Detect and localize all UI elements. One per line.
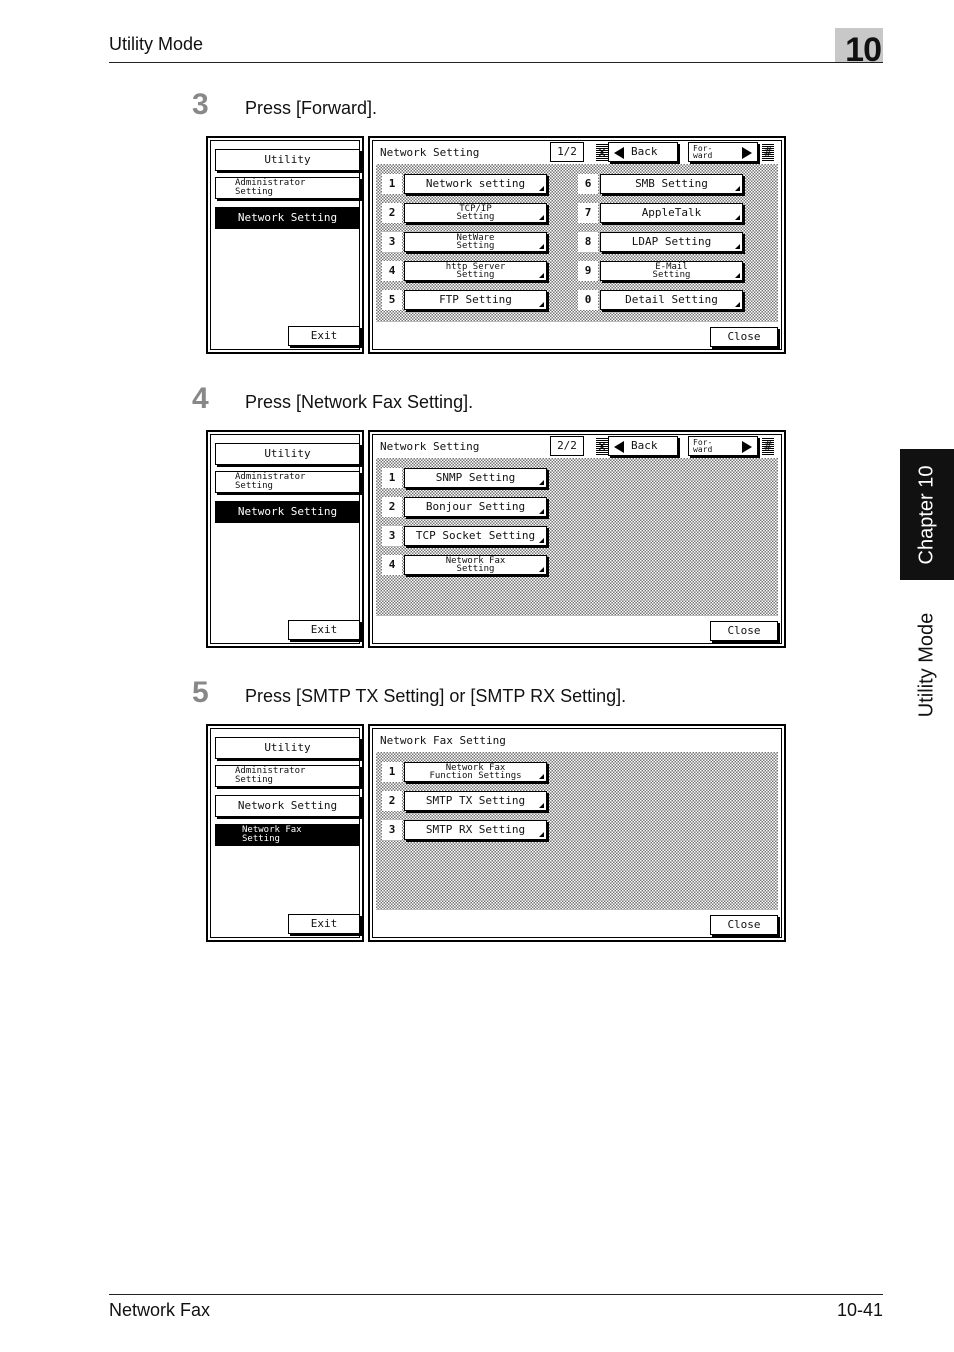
corner-icon [539, 273, 544, 278]
corner-icon [539, 480, 544, 485]
option-number: 3 [382, 526, 402, 546]
right-content-panel [368, 430, 786, 648]
option-label: SMB Setting [635, 177, 708, 190]
exit-button[interactable]: Exit [288, 620, 360, 640]
snmp-setting-button[interactable] [404, 468, 547, 488]
arrow-left-icon [614, 147, 624, 159]
section-side-tab [900, 596, 954, 734]
x-mark: x [596, 437, 608, 455]
footer-section-title: Network Fax [109, 1300, 211, 1320]
corner-icon [735, 302, 740, 307]
corner-icon [539, 186, 544, 191]
option-label: LDAP Setting [631, 235, 712, 248]
step-instruction: Press [Network Fax Setting]. [245, 392, 474, 412]
button-label-line2: Setting [242, 834, 280, 844]
forward-button[interactable] [688, 436, 758, 456]
tcp-socket-setting-button[interactable] [404, 526, 547, 546]
forward-button[interactable] [688, 142, 758, 162]
x-mark: x [596, 143, 608, 161]
back-label: Back [631, 439, 658, 452]
smtp-tx-setting-button[interactable] [404, 791, 547, 811]
page-footer [109, 1294, 883, 1320]
option-label-line1: Network Fax [445, 763, 506, 773]
chapter-number: 10 [845, 31, 881, 69]
header-title: Utility Mode [109, 34, 204, 54]
option-label-line1: Network Fax [445, 556, 506, 566]
option-label: Detail Setting [625, 293, 718, 306]
http-server-setting-button[interactable] [404, 261, 547, 281]
arrow-right-icon [742, 441, 752, 453]
close-button[interactable]: Close [710, 621, 778, 641]
option-number: 5 [382, 290, 402, 310]
chapter-side-tab-label: Chapter 10 [915, 465, 938, 564]
panel-title: Network Setting [380, 146, 480, 159]
corner-icon [539, 244, 544, 249]
corner-icon [539, 509, 544, 514]
button-label: Network Setting [237, 505, 338, 518]
option-number: 2 [382, 497, 402, 517]
hatch-connector [223, 177, 233, 178]
exit-button[interactable]: Exit [288, 326, 360, 346]
option-number: 9 [578, 261, 598, 281]
option-label-line1: E-Mail [655, 262, 688, 272]
option-label: Bonjour Setting [425, 500, 526, 513]
network-setting-button[interactable] [215, 207, 360, 229]
corner-icon [735, 273, 740, 278]
back-button[interactable] [608, 142, 678, 162]
option-label-line2: Setting [456, 564, 495, 574]
left-nav-panel [206, 136, 364, 354]
network-setting-button[interactable] [215, 501, 360, 523]
left-nav-panel [206, 430, 364, 648]
step-number: 3 [192, 88, 209, 121]
button-label-line1: Network Fax [242, 825, 302, 835]
right-content-panel [368, 724, 786, 942]
forward-label-line1: For- [693, 438, 713, 447]
network-fax-setting-nav-button[interactable] [215, 824, 360, 846]
appletalk-button[interactable] [600, 203, 743, 223]
corner-icon [539, 832, 544, 837]
administrator-setting-button[interactable] [215, 765, 360, 787]
option-label: TCP Socket Setting [415, 529, 536, 542]
smtp-rx-setting-button[interactable] [404, 820, 547, 840]
forward-label-line2: ward [693, 151, 713, 160]
email-setting-button[interactable] [600, 261, 743, 281]
forward-label-line2: ward [693, 445, 713, 454]
administrator-setting-button[interactable] [215, 177, 360, 199]
administrator-setting-button[interactable] [215, 471, 360, 493]
utility-button[interactable]: Utility [215, 737, 360, 759]
left-nav-panel [206, 724, 364, 942]
option-label-line2: Function Settings [429, 771, 522, 781]
hash-mark: # [762, 143, 774, 161]
option-number: 3 [382, 820, 402, 840]
arrow-left-icon [614, 441, 624, 453]
network-setting-option-button[interactable] [404, 174, 547, 194]
step-instruction: Press [Forward]. [245, 98, 378, 118]
close-button[interactable]: Close [710, 915, 778, 935]
network-setting-button[interactable] [215, 795, 360, 817]
button-label-line1: Administrator [235, 178, 306, 188]
option-number: 2 [382, 791, 402, 811]
option-label-line2: Setting [456, 241, 495, 251]
hatch-connector [223, 207, 233, 208]
netware-setting-button[interactable] [404, 232, 547, 252]
option-label-line2: Setting [456, 212, 495, 222]
panel-screenshot-network-setting-page2 [206, 430, 786, 648]
hatch-connector [223, 471, 233, 472]
panel-title: Network Setting [380, 440, 480, 453]
button-label-line1: Administrator [235, 766, 306, 776]
option-label: Network setting [425, 177, 526, 190]
option-number: 6 [578, 174, 598, 194]
option-label-line1: NetWare [456, 233, 495, 243]
corner-icon [735, 186, 740, 191]
back-label: Back [631, 145, 658, 158]
bonjour-setting-button[interactable] [404, 497, 547, 517]
corner-icon [539, 774, 544, 779]
right-content-panel [368, 136, 786, 354]
corner-icon [539, 215, 544, 220]
page-indicator: 2/2 [550, 436, 584, 456]
option-label: SMTP TX Setting [425, 794, 526, 807]
option-number: 4 [382, 555, 402, 575]
button-label: Network Setting [237, 799, 338, 812]
utility-button[interactable]: Utility [215, 149, 360, 171]
option-label: FTP Setting [439, 293, 512, 306]
step-number: 5 [192, 676, 209, 709]
hatch-connector [223, 795, 233, 796]
option-number: 8 [578, 232, 598, 252]
button-label-line2: Setting [235, 187, 273, 197]
option-number: 7 [578, 203, 598, 223]
option-number: 1 [382, 762, 402, 782]
tcpip-setting-button[interactable] [404, 203, 547, 223]
page-indicator: 1/2 [550, 142, 584, 162]
exit-button[interactable]: Exit [288, 914, 360, 934]
hatch-connector [223, 765, 233, 766]
forward-label-line1: For- [693, 144, 713, 153]
option-number: 1 [382, 468, 402, 488]
button-label-line2: Setting [235, 775, 273, 785]
option-number: 0 [578, 290, 598, 310]
detail-setting-button[interactable] [600, 290, 743, 310]
section-side-tab-label: Utility Mode [915, 612, 938, 718]
close-button[interactable]: Close [710, 327, 778, 347]
button-label: Network Setting [237, 211, 338, 224]
button-label-line2: Setting [235, 481, 273, 491]
hatch-connector [223, 824, 233, 825]
corner-icon [735, 215, 740, 220]
corner-icon [539, 803, 544, 808]
network-fax-function-settings-button[interactable] [404, 762, 547, 782]
ldap-setting-button[interactable] [600, 232, 743, 252]
step-instruction: Press [SMTP TX Setting] or [SMTP RX Setting]. [245, 686, 627, 706]
corner-icon [539, 567, 544, 572]
smb-setting-button[interactable] [600, 174, 743, 194]
option-label: SMTP RX Setting [425, 823, 526, 836]
corner-icon [539, 302, 544, 307]
hatch-connector [223, 501, 233, 502]
arrow-right-icon [742, 147, 752, 159]
corner-icon [735, 244, 740, 249]
chapter-side-tab [900, 449, 954, 580]
ftp-setting-button[interactable] [404, 290, 547, 310]
option-number: 4 [382, 261, 402, 281]
option-number: 1 [382, 174, 402, 194]
option-label: SNMP Setting [435, 471, 516, 484]
option-label: AppleTalk [641, 206, 702, 219]
option-label-line1: TCP/IP [459, 204, 492, 214]
step-number: 4 [192, 382, 209, 415]
page-header [109, 31, 883, 69]
back-button[interactable] [608, 436, 678, 456]
network-fax-setting-button[interactable] [404, 555, 547, 575]
option-number: 3 [382, 232, 402, 252]
utility-button[interactable]: Utility [215, 443, 360, 465]
corner-icon [539, 538, 544, 543]
button-label-line1: Administrator [235, 472, 306, 482]
panel-title: Network Fax Setting [380, 734, 506, 747]
option-number: 2 [382, 203, 402, 223]
panel-screenshot-network-setting-page1 [206, 136, 786, 354]
option-label-line1: http Server [445, 262, 506, 272]
hash-mark: # [762, 437, 774, 455]
option-label-line2: Setting [456, 270, 495, 280]
option-label-line2: Setting [652, 270, 691, 280]
panel-screenshot-network-fax-setting [206, 724, 786, 942]
page-number: 10-41 [836, 1300, 883, 1320]
